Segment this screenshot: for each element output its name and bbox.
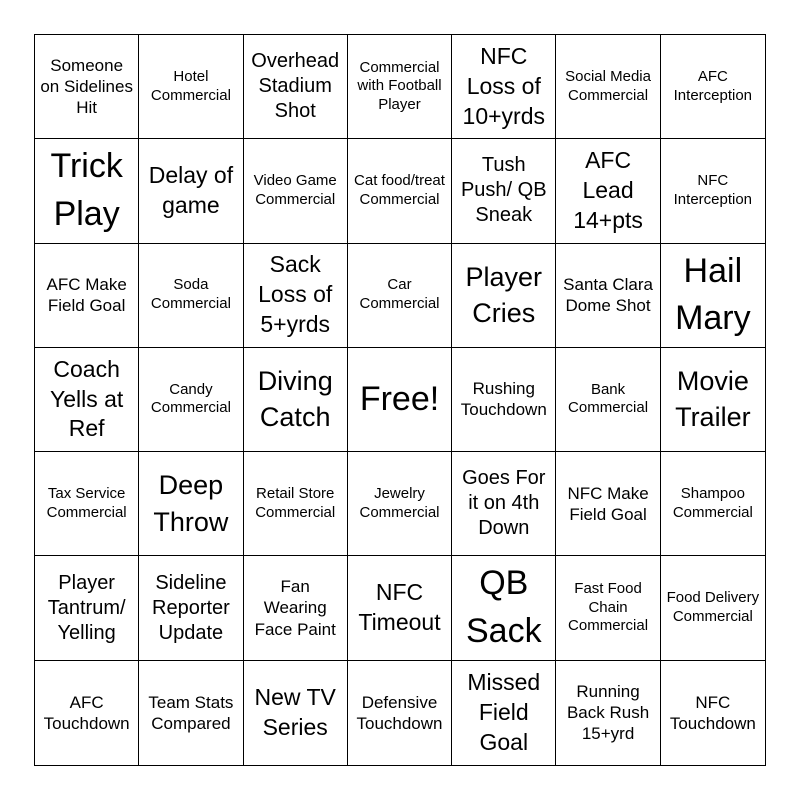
bingo-cell-label: Goes For it on 4th Down	[462, 467, 546, 540]
bingo-cell-label: Free!	[359, 379, 440, 418]
bingo-cell-label: Shampoo Commercial	[672, 485, 753, 521]
bingo-cell-label: Soda Commercial	[150, 276, 231, 313]
bingo-cell[interactable]	[556, 661, 660, 765]
bingo-cell-label: Sideline Reporter Update	[152, 571, 230, 644]
bingo-cell-label: Jewelry Commercial	[359, 485, 440, 521]
bingo-cell-label: Overhead Stadium Shot	[251, 50, 340, 123]
bingo-cell-label: Social Media Commercial	[565, 67, 651, 104]
bingo-cell[interactable]	[139, 139, 243, 243]
bingo-cell-label: Video Game Commercial	[253, 172, 337, 208]
bingo-cell[interactable]	[452, 244, 556, 348]
bingo-cell[interactable]	[35, 139, 139, 243]
bingo-cell[interactable]	[661, 556, 765, 660]
bingo-cell[interactable]	[244, 556, 348, 660]
bingo-cell-label: Missed Field Goal	[467, 669, 541, 755]
bingo-cell[interactable]	[556, 35, 660, 139]
bingo-cell-label: Rushing Touchdown	[460, 379, 547, 420]
bingo-cell[interactable]	[35, 348, 139, 452]
bingo-cell[interactable]	[139, 35, 243, 139]
bingo-cell-label: QB Sack	[465, 564, 542, 651]
bingo-cell[interactable]	[452, 452, 556, 556]
bingo-cell[interactable]	[661, 35, 765, 139]
bingo-cell[interactable]	[661, 348, 765, 452]
bingo-cell[interactable]	[452, 348, 556, 452]
bingo-cell[interactable]	[244, 244, 348, 348]
bingo-cell[interactable]	[452, 661, 556, 765]
bingo-cell[interactable]	[348, 244, 452, 348]
bingo-cell-label: Santa Clara Dome Shot	[563, 274, 653, 316]
bingo-cell[interactable]	[35, 35, 139, 139]
bingo-cell[interactable]	[244, 35, 348, 139]
bingo-cell[interactable]	[348, 452, 452, 556]
bingo-cell[interactable]	[556, 348, 660, 452]
bingo-cell[interactable]	[556, 244, 660, 348]
bingo-cell[interactable]	[661, 244, 765, 348]
bingo-cell-label: New TV Series	[254, 683, 336, 740]
bingo-cell[interactable]	[348, 661, 452, 765]
bingo-cell-label: Team Stats Compared	[148, 692, 234, 733]
bingo-cell-label: NFC Interception	[673, 172, 753, 208]
bingo-cell[interactable]	[661, 139, 765, 243]
bingo-cell[interactable]	[348, 139, 452, 243]
bingo-cell-label: AFC Lead 14+pts	[573, 147, 643, 233]
bingo-cell-label: AFC Interception	[673, 67, 753, 104]
bingo-cell[interactable]	[661, 452, 765, 556]
bingo-cell-label: Fast Food Chain Commercial	[568, 579, 649, 635]
bingo-cell[interactable]	[139, 556, 243, 660]
bingo-cell[interactable]	[556, 139, 660, 243]
bingo-cell[interactable]	[244, 348, 348, 452]
bingo-cell-label: AFC Make Field Goal	[46, 274, 127, 316]
bingo-cell-label: Diving Catch	[257, 366, 333, 433]
bingo-cell-label: Candy Commercial	[150, 380, 231, 417]
bingo-cell-label: Running Back Rush 15+yrd	[566, 681, 650, 744]
bingo-cell-label: Cat food/treat Commercial	[354, 172, 445, 208]
bingo-cell-label: Defensive Touchdown	[356, 692, 443, 733]
bingo-cell[interactable]	[244, 139, 348, 243]
bingo-cell-label: Hail Mary	[675, 251, 751, 338]
bingo-cell[interactable]	[452, 556, 556, 660]
bingo-cell-label: NFC Make Field Goal	[567, 483, 649, 524]
bingo-cell-label: Tax Service Commercial	[46, 485, 127, 521]
bingo-cell[interactable]	[244, 452, 348, 556]
bingo-cell-label: NFC Loss of 10+yrds	[462, 42, 546, 129]
bingo-cell-label: AFC Touchdown	[43, 692, 130, 733]
bingo-cell[interactable]	[348, 348, 452, 452]
bingo-cell-label: Delay of game	[148, 162, 234, 218]
bingo-cell[interactable]	[452, 35, 556, 139]
bingo-cell[interactable]	[556, 452, 660, 556]
bingo-cell[interactable]	[35, 244, 139, 348]
bingo-cell[interactable]	[139, 348, 243, 452]
bingo-cell[interactable]	[35, 556, 139, 660]
bingo-cell[interactable]	[348, 35, 452, 139]
bingo-cell-label: Fan Wearing Face Paint	[254, 577, 336, 639]
bingo-cell-label: Food Delivery Commercial	[666, 589, 760, 626]
bingo-cell-label: Coach Yells at Ref	[49, 355, 124, 442]
bingo-cell-label: Movie Trailer	[675, 366, 751, 433]
bingo-cell[interactable]	[348, 556, 452, 660]
bingo-board	[34, 34, 766, 766]
bingo-cell-label: Player Tantrum/ Yelling	[47, 571, 126, 644]
bingo-cell[interactable]	[139, 452, 243, 556]
bingo-cell-label: Player Cries	[465, 261, 543, 329]
bingo-cell-label: NFC Touchdown	[669, 692, 756, 733]
bingo-cell[interactable]	[556, 556, 660, 660]
bingo-cell-label: Hotel Commercial	[150, 67, 231, 104]
bingo-cell-label: Deep Throw	[153, 470, 229, 537]
bingo-cell-label: Retail Store Commercial	[255, 485, 336, 521]
bingo-cell[interactable]	[139, 244, 243, 348]
bingo-cell-label: Tush Push/ QB Sneak	[460, 154, 547, 227]
bingo-cell-label: Someone on Sidelines Hit	[40, 55, 133, 118]
bingo-cell[interactable]	[244, 661, 348, 765]
bingo-cell-label: Bank Commercial	[568, 380, 649, 417]
bingo-cell[interactable]	[35, 661, 139, 765]
bingo-cell-label: NFC Timeout	[358, 579, 441, 636]
bingo-cell[interactable]	[35, 452, 139, 556]
bingo-cell[interactable]	[661, 661, 765, 765]
bingo-cell-label: Sack Loss of 5+yrds	[258, 251, 333, 338]
bingo-cell-label: Trick Play	[50, 147, 123, 233]
bingo-cell-label: Car Commercial	[359, 276, 440, 313]
bingo-cell[interactable]	[452, 139, 556, 243]
bingo-cell[interactable]	[139, 661, 243, 765]
bingo-cell-label: Commercial with Football Player	[357, 58, 442, 114]
